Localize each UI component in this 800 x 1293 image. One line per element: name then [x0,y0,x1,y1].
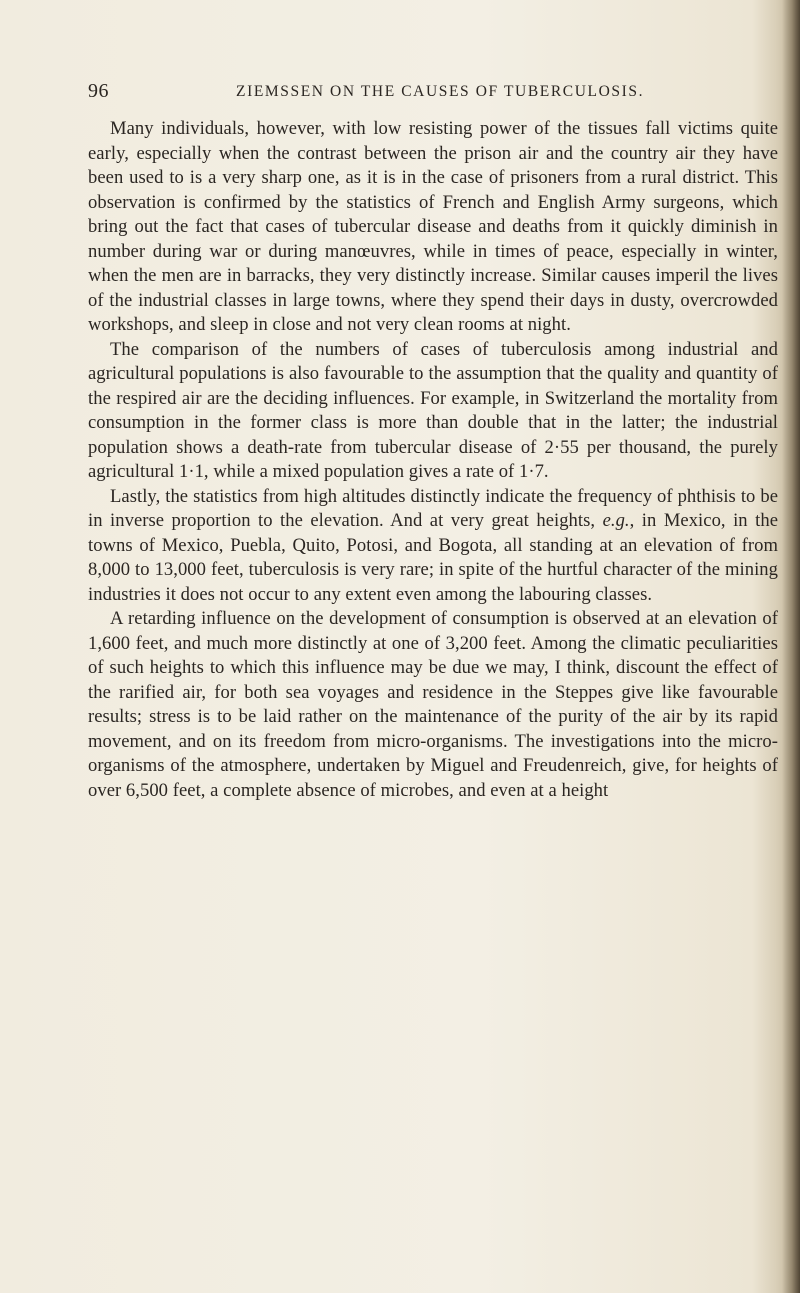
page-number: 96 [88,80,109,102]
paragraph-3 [88,485,778,608]
paragraph-3-italic: e.g. [602,510,630,531]
paragraph-3-text-b: , in Mexico, in the towns of Mexico, Puebla, Quito, Potosi, and Bogota, all standing at an elevation of from 8,000 to 13,000 feet, tuberculosis is very rare; in spite of the hurtful character of the mining industries it does not occur to any extent even among the labouring classes. [88,510,778,605]
paragraph-2: The comparison of the numbers of cases of tuberculosis among industrial and agricultural populations is also favourable to the assumption that the quality and quantity of the respired air are the deciding influences. For example, in Switzerland the mortality from consumption in the former class is more than double that in the latter; the industrial population shows a death-rate from tubercular disease of 2·55 per thousand, the purely agricultural 1·1, while a mixed population gives a rate of 1·7. [88,338,778,482]
running-head [88,80,778,106]
paragraph-3-text-a: Lastly, the statistics from high altitudes distinctly indicate the frequency of phthisis to be in inverse proportion to the elevation. And at very great heights, [88,485,778,531]
page-binding-shadow [782,0,800,1293]
paragraph-1: Many individuals, however, with low resisting power of the tissues fall victims quite early, especially when the contrast between the prison air and the country air they have been used to is a very sharp one, as it is in the case of prisoners from a rural district. This observation is confirmed by the statistics of French and English Army surgeons, which bring out the fact that cases of tubercular disease and deaths from it quickly diminish in number during war or during manœuvres, while in times of peace, especially in winter, when the men are in barracks, they very distinctly increase. Similar causes imperil the lives of the industrial classes in large towns, where they spend their days in dusty, overcrowded workshops, and sleep in close and not very clean rooms at night. [88,118,778,335]
paragraph-4: A retarding influence on the development of consumption is observed at an elevation of 1,600 feet, and much more distinctly at one of 3,200 feet. Among the climatic peculiarities of such heights to which this influence may be due we may, I think, discount the effect of the rarified air, for both sea voyages and residence in the Steppes give like favourable results; stress is to be laid rather on the maintenance of the purity of the air by its rapid movement, and on its freedom from micro-organisms. The investigations into the micro-organisms of the atmosphere, undertaken by Miguel and Freudenreich, give, for heights of over 6,500 feet, a complete absence of microbes, and even at a height [88,608,778,801]
running-title: ZIEMSSEN ON THE CAUSES OF TUBERCULOSIS. [236,83,645,100]
body-text [88,117,778,803]
